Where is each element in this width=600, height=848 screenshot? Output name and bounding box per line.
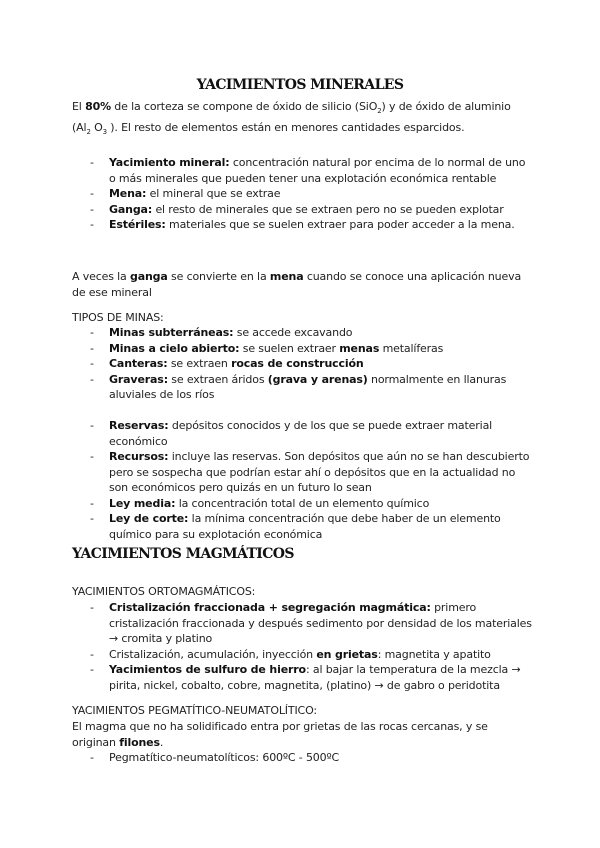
list-item: - Ley media: la concentración total de un elemento químico [72, 496, 532, 512]
note-paragraph: A veces la ganga se convierte en la mena cuando se conoce una aplicación nueva de ese mineral [72, 270, 522, 299]
list-item: - Pegmatítico-neumatolíticos: 600ºC - 500ºC [72, 750, 532, 766]
mines-label: TIPOS DE MINAS: [72, 311, 164, 324]
peg-label: YACIMIENTOS PEGMATÍTICO-NEUMATOLÍTICO: [72, 704, 317, 717]
section-heading: YACIMIENTOS MAGMÁTICOS [72, 546, 294, 562]
list-item: - Cristalización fraccionada + segregación magmática: primero cristalización fraccionada y después sedimento por densidad de los materiales → cromita y platino [72, 600, 532, 647]
list-item: - Cristalización, acumulación, inyección en grietas: magnetita y apatito [72, 647, 532, 663]
list-item: - Minas subterráneas: se accede excavando [72, 325, 532, 341]
orto-label: YACIMIENTOS ORTOMAGMÁTICOS: [72, 585, 256, 598]
orto-list [72, 600, 532, 693]
list-item: - Minas a cielo abierto: se suelen extraer menas metalíferas [72, 341, 532, 357]
intro-paragraph: El 80% de la corteza se compone de óxido de silicio (SiO$_2$) y de óxido de aluminio ($Al_2$ $O_3$ ). El resto de elementos están en menores cantidades esparcidos. [72, 100, 511, 136]
page-title: YACIMIENTOS MINERALES [196, 77, 404, 93]
peg-list [72, 750, 532, 766]
peg-paragraph: El magma que no ha solidificado entra por grietas de las rocas cercanas, y se originan filones. [72, 720, 488, 749]
definitions-list [72, 155, 532, 233]
mines-list [72, 325, 532, 542]
list-item: - Yacimientos de sulfuro de hierro: al bajar la temperatura de la mezcla → pirita, nickel, cobalto, cobre, magnetita, (platino) → de gabro o peridotita [72, 662, 532, 693]
list-item: - Yacimiento mineral: concentración natural por encima de lo normal de uno o más minerales que pueden tener una explotación económica rentable [72, 155, 532, 186]
list-item: - Ganga: el resto de minerales que se extraen pero no se pueden explotar [72, 202, 532, 218]
list-item: - Canteras: se extraen rocas de construcción [72, 356, 532, 372]
list-item: - Estériles: materiales que se suelen extraer para poder acceder a la mena. [72, 217, 532, 233]
list-item: - Graveras: se extraen áridos (grava y arenas) normalmente en llanuras aluviales de los ríos [72, 372, 532, 403]
list-item: - Mena: el mineral que se extrae [72, 186, 532, 202]
list-item: - Reservas: depósitos conocidos y de los que se puede extraer material económico [72, 418, 532, 449]
list-item: - Recursos: incluye las reservas. Son depósitos que aún no se han descubierto pero se sospecha que podrían estar ahí o depósitos que en la actualidad no son económicos pero quizás en un futuro lo sean [72, 449, 532, 496]
list-item: - Ley de corte: la mínima concentración que debe haber de un elemento químico para su explotación económica [72, 511, 532, 542]
